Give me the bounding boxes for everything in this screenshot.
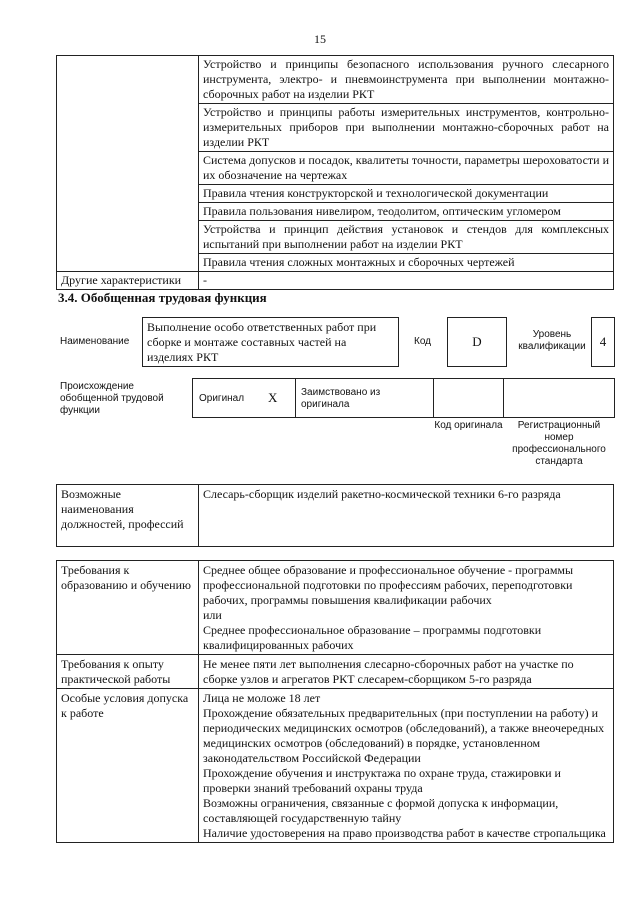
requirement-content xyxy=(199,655,614,689)
name-box xyxy=(142,317,399,367)
knowledge-item: Правила чтения сложных монтажных и сборочных чертежей xyxy=(199,254,614,272)
knowledge-label-cell xyxy=(57,56,199,272)
page-number: 15 xyxy=(314,32,326,46)
positions-label: Возможные наименования должностей, профессий xyxy=(57,485,199,547)
positions-value: Слесарь-сборщик изделий ракетно-космической техники 6-го разряда xyxy=(199,485,614,547)
requirement-line: или xyxy=(203,608,222,622)
knowledge-item: Устройство и принципы работы измерительных инструментов, контрольно-измерительных приборов при выполнении монтажно-сборочных работ на изделии РКТ xyxy=(199,104,614,152)
other-characteristics-value: - xyxy=(199,272,614,290)
origin-label: Происхождение обобщенной трудовой функции xyxy=(60,381,164,416)
level-value: 4 xyxy=(591,317,615,367)
requirement-content xyxy=(199,689,614,843)
requirement-line: Прохождение обучения и инструктажа по охране труда, стажировки и проверки знаний требований охраны труда xyxy=(203,766,561,795)
reg-number-caption: Регистрационный номер профессионального стандарта xyxy=(512,420,606,467)
requirement-content xyxy=(199,561,614,655)
knowledge-item: Система допусков и посадок, квалитеты точности, параметры шероховатости и их обозначение на чертежах xyxy=(199,152,614,185)
requirement-row xyxy=(57,655,614,689)
reg-number-box xyxy=(503,378,615,418)
knowledge-item: Устройства и принцип действия установок и стендов для комплексных испытаний при выполнении работ на изделии РКТ xyxy=(199,221,614,254)
name-label: Наименование xyxy=(60,336,130,347)
requirement-row xyxy=(57,689,614,843)
code-value: D xyxy=(447,317,507,367)
original-box xyxy=(192,378,296,418)
requirement-line: Не менее пяти лет выполнения слесарно-сборочных работ на участке по сборке узлов и агрегатов РКТ слесарем-сборщиком 5-го разряда xyxy=(203,657,574,686)
name-value: Выполнение особо ответственных работ при сборке и монтаже составных частей на изделиях РКТ xyxy=(147,320,377,364)
original-label: Оригинал xyxy=(199,393,245,404)
knowledge-item: Правила чтения конструкторской и технологической документации xyxy=(199,185,614,203)
requirement-label: Особые условия допуска к работе xyxy=(57,689,199,843)
level-label: Уровень квалификации xyxy=(518,329,586,352)
code-label: Код xyxy=(414,336,432,347)
requirement-line: Среднее профессиональное образование – программы подготовки квалифицированных рабочих xyxy=(203,623,542,652)
code-original-box xyxy=(433,378,504,418)
requirement-line: Лица не моложе 18 лет xyxy=(203,691,321,705)
requirement-row xyxy=(57,561,614,655)
requirements-table xyxy=(56,560,614,843)
positions-table xyxy=(56,484,614,547)
requirement-line: Наличие удостоверения на право производства работ в качестве стропальщика xyxy=(203,826,606,840)
borrowed-box xyxy=(295,378,434,418)
other-characteristics-label: Другие характеристики xyxy=(57,272,199,290)
borrowed-label: Заимствовано из оригинала xyxy=(301,387,381,410)
original-mark: X xyxy=(268,390,278,405)
code-original-caption: Код оригинала xyxy=(434,420,503,431)
requirement-line: Прохождение обязательных предварительных (при поступлении на работу) и периодических медицинских осмотров (обследований), а также внеочередных медицинских осмотров (обследований) в порядке, установленном законодательством Российской Федерации xyxy=(203,706,605,765)
knowledge-item: Правила пользования нивелиром, теодолитом, оптическим угломером xyxy=(199,203,614,221)
requirement-line: Возможны ограничения, связанные с формой допуска к информации, составляющей государственную тайну xyxy=(203,796,559,825)
knowledge-table xyxy=(56,55,614,290)
requirement-label: Требования к опыту практической работы xyxy=(57,655,199,689)
requirement-label: Требования к образованию и обучению xyxy=(57,561,199,655)
knowledge-item: Устройство и принципы безопасного использования ручного слесарного инструмента, электро- и пневмоинструмента при выполнении монтажно-сборочных работ на изделии РКТ xyxy=(199,56,614,104)
section-title: 3.4. Обобщенная трудовая функция xyxy=(58,290,267,305)
requirement-line: Среднее общее образование и профессиональное обучение - программы профессиональной подготовки по профессиям рабочих, переподготовки рабочих, программы повышения квалификации рабочих xyxy=(203,563,574,607)
